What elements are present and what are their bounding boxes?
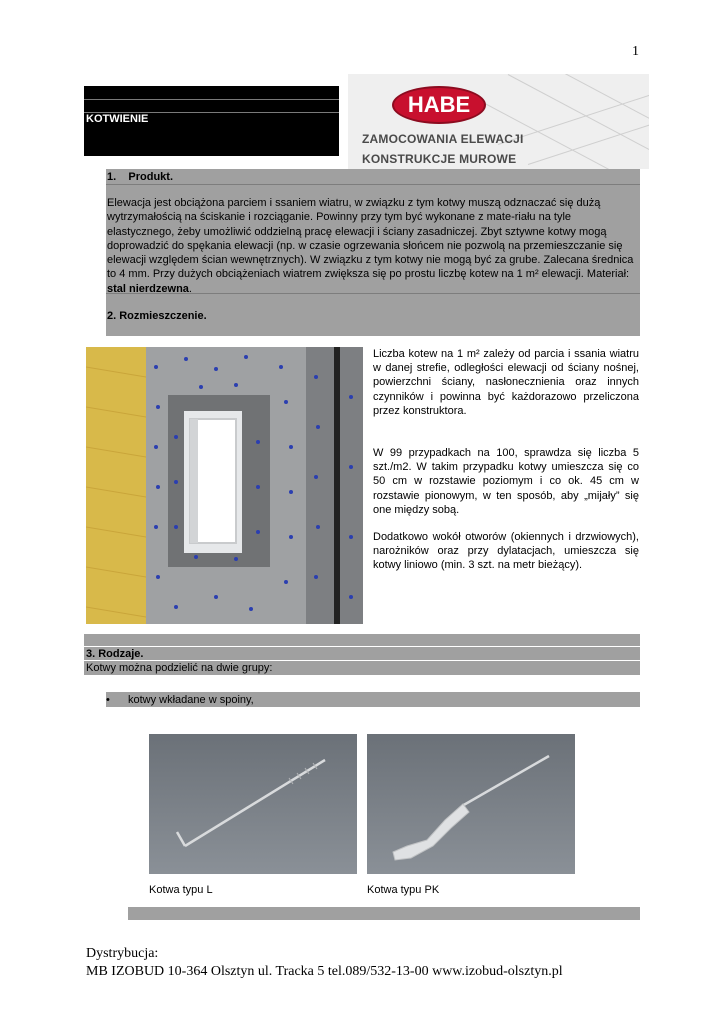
- logo-tagline-2: KONSTRUKCJE MUROWE: [362, 152, 517, 166]
- section3-subtitle: Kotwy można podzielić na dwie grupy:: [86, 662, 273, 674]
- bullet-icon: •: [106, 694, 110, 706]
- placement-paragraph: Liczba kotew na 1 m² zależy od parcia i ssania wiatru w danej strefie, odległości elewacji od ściany nośnej, powierzchni ściany, nasłonecznienia oraz innych czynników i powinna być każdorazowo przeliczona przez konstruktora.: [373, 348, 639, 417]
- bullet-item: kotwy wkładane w spoiny,: [128, 694, 254, 706]
- footer-contact: MB IZOBUD 10-364 Olsztyn ul. Tracka 5 tel.089/532-13-00 www.izobud-olsztyn.pl: [86, 964, 563, 979]
- anchor-l-photo: [149, 734, 357, 874]
- page-number: 1: [632, 44, 639, 59]
- placement-paragraph: Dodatkowo wokół otworów (okiennych i drzwiowych), narożników oraz przy dylatacjach, umieszcza się kotwy liniowo (min. 3 szt. na metr bieżący).: [373, 531, 639, 572]
- footer-distribution-label: Dystrybucja:: [86, 946, 159, 961]
- section-title: KOTWIENIE: [86, 113, 149, 125]
- bottom-bar: [128, 907, 640, 920]
- section1-text-end: .: [188, 282, 192, 295]
- facade-illustration: [86, 347, 363, 624]
- caption-anchor-l: Kotwa typu L: [149, 884, 213, 896]
- header-divider: [84, 99, 339, 100]
- placement-paragraph: W 99 przypadkach na 100, sprawdza się liczba 5 szt./m2. W takim przypadku kotwy umieszcza się co 50 cm w rozstawie poziomym i co ok. 45 cm w rozstawie pionowym, w ten sposób, aby „mijały” się one między sobą.: [373, 447, 639, 516]
- section3-bar: [84, 634, 640, 646]
- habe-brand-oval: HABE: [392, 86, 486, 124]
- logo-tagline-1: ZAMOCOWANIA ELEWACJI: [362, 132, 524, 146]
- anchor-pk-photo: [367, 734, 575, 874]
- anchor-l-illustration: [149, 734, 357, 874]
- section3-title: 3. Rodzaje.: [86, 648, 144, 660]
- section1-body: [107, 196, 639, 296]
- habe-logo: [348, 74, 649, 169]
- caption-anchor-pk: Kotwa typu PK: [367, 884, 440, 896]
- section2-title: 2. Rozmieszczenie.: [107, 310, 207, 322]
- section1-text: Elewacja jest obciążona parciem i ssaniem wiatru, w związku z tym kotwy muszą odznaczać się dużą wytrzymałością na ściskanie i rozciąganie. Powinny przy tym być wykonane z mate-riału na tyle elastycznego, żeby umożliwić oddzielną pracę elewacji i ściany zasadniczej. Zbyt sztywne kotwy mogą doprowadzić do spękania elewacji (np. w czasie ogrzewania słońcem nie pozwolą na przemieszczanie się elewacji względem ścian wewnętrznych). W związku z tym kotwy nie mogą być za grube. Zalecana średnica to 4 mm. Przy dużych obciążeniach wiatrem zwiększa się po prostu liczbę kotew na 1 m² elewacji. Materiał:: [107, 197, 634, 281]
- facade-anchor-image: [86, 347, 363, 624]
- material-value: stal nierdzewna: [107, 282, 189, 295]
- section1-divider: [106, 184, 640, 185]
- section3-title-bar: [84, 647, 640, 660]
- section1-title: 1. Produkt.: [107, 171, 174, 183]
- anchor-pk-illustration: [367, 734, 575, 874]
